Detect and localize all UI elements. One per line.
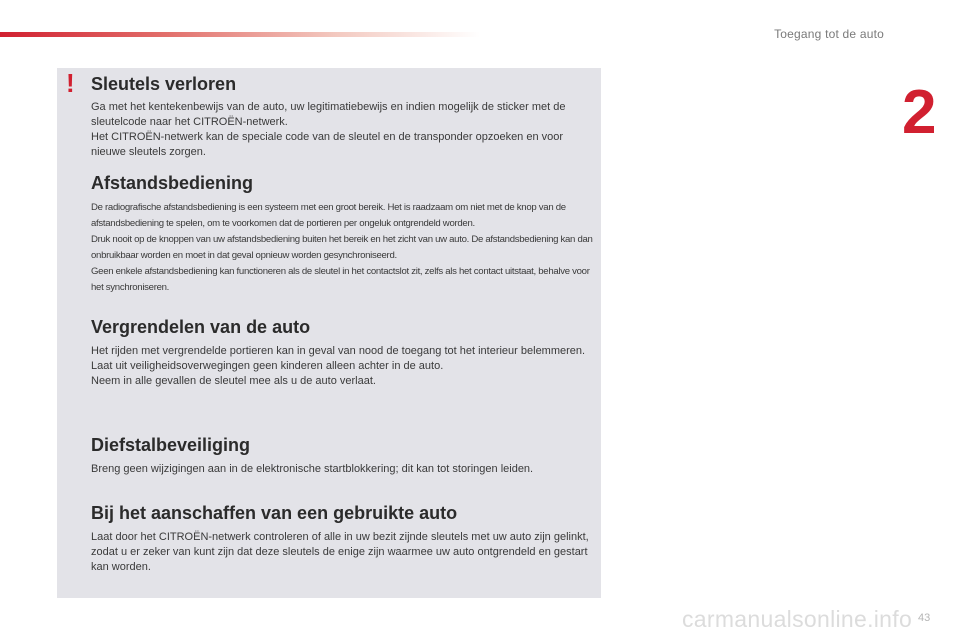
section-paragraph: Breng geen wijzigingen aan in de elektronische startblokkering; dit kan tot storingen leiden.: [91, 463, 534, 475]
section-title: Bij het aanschaffen van een gebruikte auto: [91, 503, 458, 523]
chapter-number: 2: [902, 78, 937, 147]
section-used-car: [91, 502, 597, 575]
section-title: Vergrendelen van de auto: [91, 317, 311, 337]
page-number: 43: [918, 612, 931, 624]
section-title: Afstandsbediening: [91, 173, 254, 193]
section-paragraph: Laat door het CITROËN-netwerk controleren of alle in uw bezit zijnde sleutels met uw auto zijn gelinkt, zodat u er zeker van kunt zijn dat deze sleutels de enige zijn waarmee uw auto ontgrendeld en gestart kan worden.: [91, 531, 589, 573]
section-remote-control: [91, 172, 597, 296]
watermark: carmanualsonline.info: [682, 606, 913, 632]
section-lost-keys: [91, 73, 597, 160]
header-accent-bar: [0, 32, 480, 37]
section-paragraph: Ga met het kentekenbewijs van de auto, uw legitimatiebewijs en indien mogelijk de sticker met de sleutelcode naar het CITROËN-netwerk. Het CITROËN-netwerk kan de speciale code van de sleutel en de transponder opzoeken en voor nieuwe sleutels zorgen.: [91, 101, 566, 158]
warning-exclamation-icon: !: [66, 68, 75, 98]
section-paragraph: De radiografische afstandsbediening is een systeem met een groot bereik. Het is raadzaam om niet met de knop van de afstandsbediening te spelen, om te voorkomen dat de portieren per ongeluk ontgrendeld worden. Druk nooit op de knoppen van uw afstandsbediening buiten het bereik en het zicht van uw auto. De afstandsbediening kan dan onbruikbaar worden en moet in dat geval opnieuw worden gesynchroniseerd. Geen enkele afstandsbediening kan functioneren als de sleutel in het contactslot zit, zelfs als het contact uitstaat, behalve voor het synchroniseren.: [91, 202, 593, 293]
section-anti-theft: [91, 434, 597, 477]
section-locking: [91, 316, 597, 389]
chapter-title: Toegang tot de auto: [774, 27, 884, 41]
section-title: Diefstalbeveiliging: [91, 435, 251, 455]
section-title: Sleutels verloren: [91, 74, 237, 94]
section-paragraph: Het rijden met vergrendelde portieren kan in geval van nood de toegang tot het interieur belemmeren. Laat uit veiligheidsoverwegingen geen kinderen alleen achter in de auto. Neem in alle gevallen de sleutel mee als u de auto verlaat.: [91, 345, 586, 387]
